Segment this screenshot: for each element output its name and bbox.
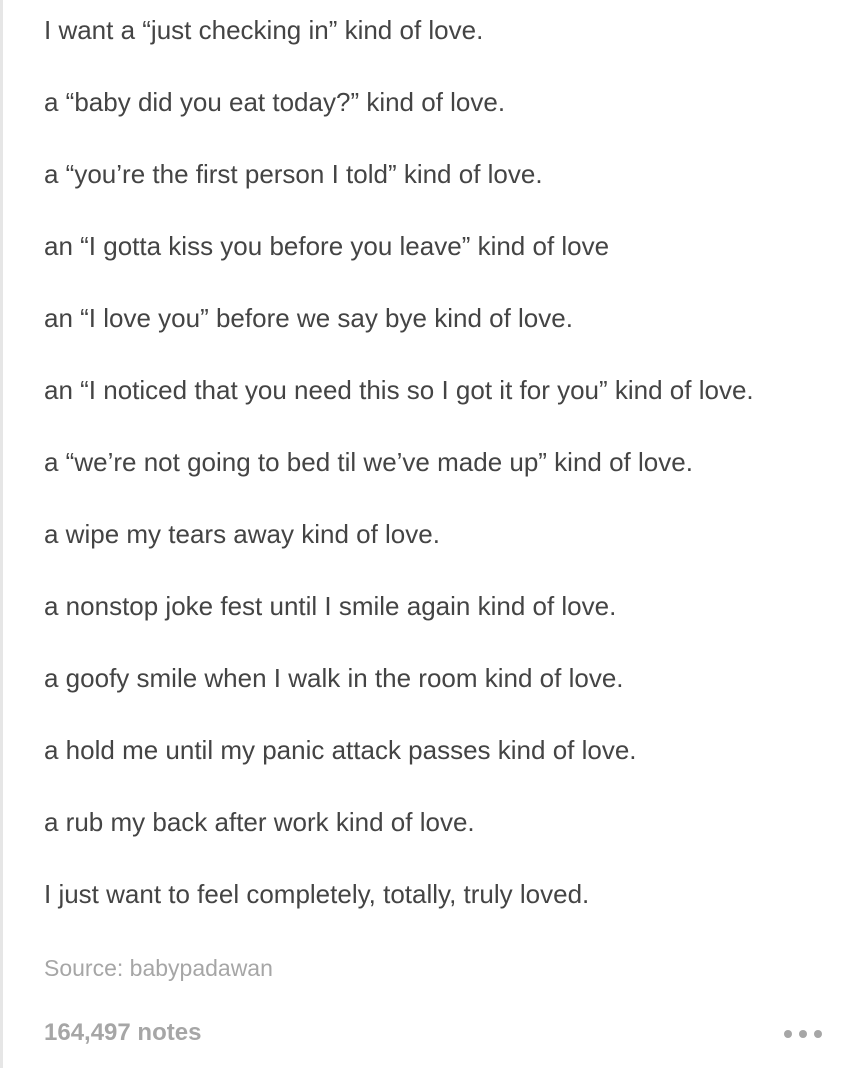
ellipsis-icon[interactable]	[784, 1024, 822, 1044]
post-line-1: I want a “just checking in” kind of love.	[44, 15, 484, 45]
post-line-10: a goofy smile when I walk in the room kind of love.	[44, 663, 624, 693]
post-line-5: an “I love you” before we say bye kind of love.	[44, 303, 573, 333]
post-line-4: an “I gotta kiss you before you leave” kind of love	[44, 231, 610, 261]
post-line-7: a “we’re not going to bed til we’ve made up” kind of love.	[44, 447, 693, 477]
ellipsis-dot	[784, 1030, 792, 1038]
post-line-3: a “you’re the first person I told” kind of love.	[44, 159, 543, 189]
post-line-12: a rub my back after work kind of love.	[44, 807, 475, 837]
post-line-9: a nonstop joke fest until I smile again kind of love.	[44, 591, 617, 621]
ellipsis-dot	[799, 1030, 807, 1038]
post-line-11: a hold me until my panic attack passes kind of love.	[44, 735, 637, 765]
post-line-8: a wipe my tears away kind of love.	[44, 519, 440, 549]
post-line-6: an “I noticed that you need this so I got it for you” kind of love.	[44, 375, 754, 405]
post-line-2: a “baby did you eat today?” kind of love.	[44, 87, 506, 117]
notes-count[interactable]: 164,497 notes	[44, 1019, 202, 1046]
ellipsis-dot	[814, 1030, 822, 1038]
source-link[interactable]: Source: babypadawan	[44, 955, 273, 981]
post-line-13: I just want to feel completely, totally, truly loved.	[44, 879, 590, 909]
